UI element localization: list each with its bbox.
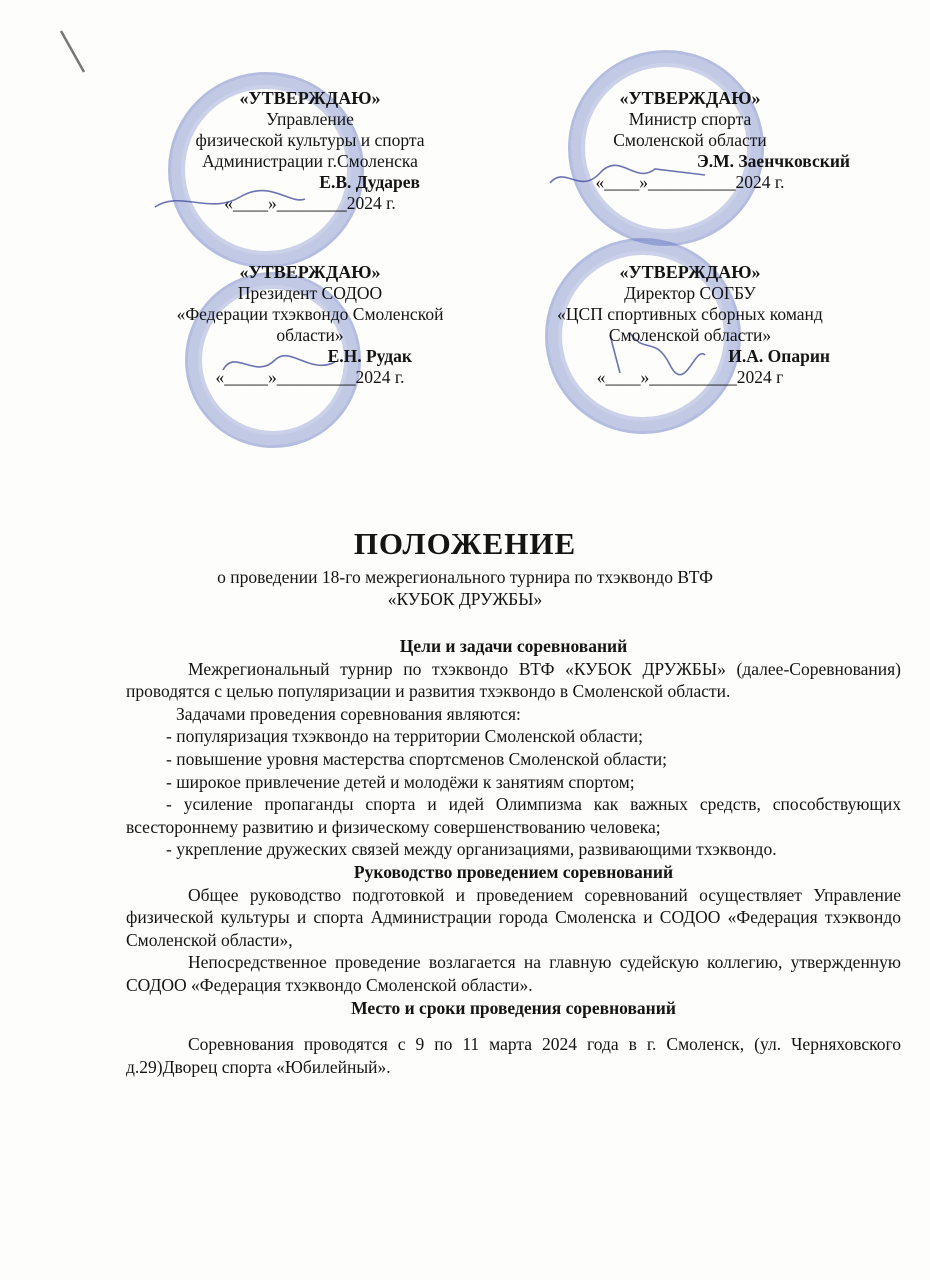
list-item: - укрепление дружеских связей между организациями, развивающими тхэквондо. [166,839,777,860]
paragraph-venue: Соревнования проводятся с 9 по 11 марта 2024 года в г. Смоленск, (ул. Черняховского д.29)Дворец спорта «Юбилейный». [126,1034,901,1077]
paragraph-tasks-lead: Задачами проведения соревнования являются: [176,703,521,724]
approval-block-city-sports [120,88,500,214]
approval-line: Директор СОГБУ [624,283,756,303]
approval-block-csp-director [510,262,870,388]
approval-signer: И.А. Опарин [728,346,830,366]
approval-block-minister [520,88,860,193]
list-item: - усиление пропаганды спорта и идей Олимпизма как важных средств, способствующих всестороннему развитию и физическому совершенствованию человека; [126,794,901,837]
approval-heading: «УТВЕРЖДАЮ» [619,262,761,282]
approval-line: Президент СОДОО [237,283,383,303]
approval-line: области» [276,325,344,345]
approval-signer: Е.В. Дударев [319,172,420,192]
approval-date: «____»__________2024 г [596,367,784,387]
approval-heading: «УТВЕРЖДАЮ» [619,88,761,108]
approval-line: «Федерации тхэквондо Смоленской [176,304,444,324]
document-title: ПОЛОЖЕНИЕ [353,526,577,561]
section-heading-management: Руководство проведением соревнований [353,861,674,882]
approval-date: «_____»_________2024 г. [215,367,405,387]
document-body [126,635,901,1078]
approval-block-federation [120,262,500,388]
approval-date: «____»________2024 г. [224,193,396,213]
section-heading-goals: Цели и задачи соревнований [399,636,628,656]
approval-heading: «УТВЕРЖДАЮ» [239,262,381,282]
list-item: - широкое привлечение детей и молодёжи к занятиям спортом; [166,771,635,792]
approval-line: Управление [266,109,354,129]
spacer [126,1019,901,1033]
approval-line: Смоленской области [613,130,767,150]
section-heading-venue: Место и сроки проведения соревнований [351,997,676,1018]
document-subtitle: о проведении 18-го межрегионального турнира по тхэквондо ВТФ [217,567,713,587]
approval-line: Администрации г.Смоленска [202,151,418,171]
approval-signer: Е.Н. Рудак [327,346,412,366]
list-item: - популяризация тхэквондо на территории Смоленской области; [166,726,644,747]
approval-date: «____»__________2024 г. [595,172,785,192]
pen-mark [58,28,88,76]
approval-heading: «УТВЕРЖДАЮ» [239,88,381,108]
paragraph-intro: Межрегиональный турнир по тхэквондо ВТФ «КУБОК ДРУЖБЫ» (далее-Соревнования) проводятся с целью популяризации и развития тхэквондо в Смоленской области. [126,658,901,702]
approval-line: Смоленской области» [608,325,772,345]
paragraph-judges: Непосредственное проведение возлагается на главную судейскую коллегию, утвержденную СОДОО «Федерация тхэквондо Смоленской области». [126,952,901,995]
paragraph-management: Общее руководство подготовкой и проведением соревнований осуществляет Управление физической культуры и спорта Администрации города Смоленска и СОДОО «Федерация тхэквондо Смоленской области», [126,884,901,950]
approval-signer: Э.М. Заенчковский [696,151,850,171]
list-item: - повышение уровня мастерства спортсменов Смоленской области; [166,748,667,769]
approval-line: Министр спорта [628,109,752,129]
approval-line: «ЦСП спортивных сборных команд [557,304,823,324]
approval-line: физической культуры и спорта [195,130,425,150]
document-subtitle-event: «КУБОК ДРУЖБЫ» [387,589,543,609]
